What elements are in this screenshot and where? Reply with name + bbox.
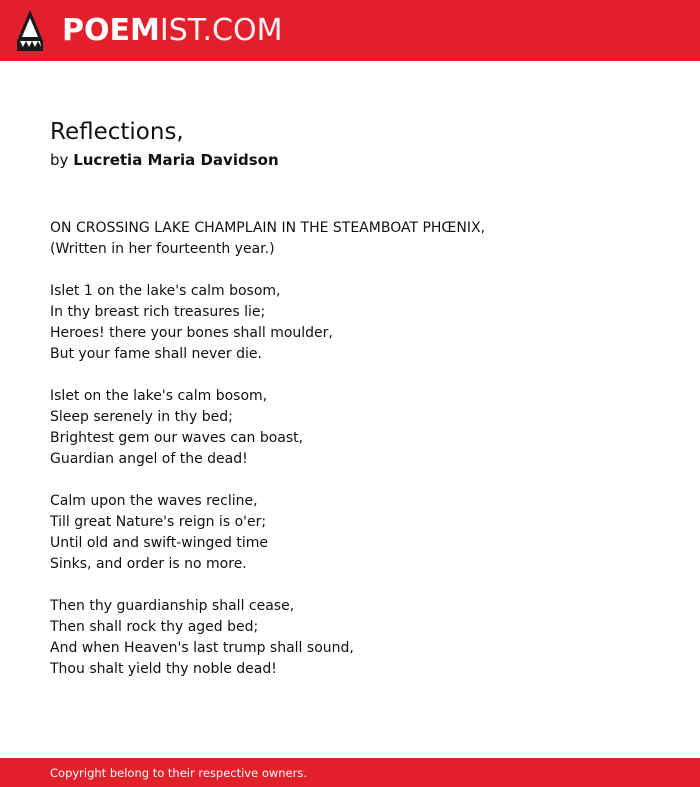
poem-line: Islet 1 on the lake's calm bosom, [50, 283, 281, 299]
poem-line: Heroes! there your bones shall moulder, [50, 325, 333, 341]
poem-line: Then thy guardianship shall cease, [50, 598, 295, 614]
byline [50, 150, 660, 170]
poem-stanza [50, 491, 660, 575]
poem-container [50, 115, 660, 701]
poem-body [50, 218, 660, 680]
poem-line: (Written in her fourteenth year.) [50, 241, 275, 257]
poem-line: In thy breast rich treasures lie; [50, 304, 266, 320]
poem-line: ON CROSSING LAKE CHAMPLAIN IN THE STEAMBOAT PHŒNIX, [50, 220, 486, 236]
poem-stanza [50, 218, 660, 260]
by-label: by [50, 151, 69, 169]
site-logo-text[interactable] [62, 12, 282, 50]
pencil-logo-icon[interactable] [17, 10, 43, 51]
site-footer [0, 758, 700, 787]
poem-stanza [50, 596, 660, 680]
brand-bold-text: POEM [62, 13, 160, 48]
poem-stanza [50, 281, 660, 365]
poem-line: Islet on the lake's calm bosom, [50, 388, 268, 404]
poem-line: Until old and swift-winged time [50, 535, 268, 551]
site-header [0, 0, 700, 61]
poem-line: And when Heaven's last trump shall sound, [50, 640, 354, 656]
poem-title: Reflections, [50, 119, 184, 145]
poem-stanza [50, 386, 660, 470]
poem-line: Till great Nature's reign is o'er; [50, 514, 267, 530]
poem-line: Guardian angel of the dead! [50, 451, 248, 467]
poem-line: Then shall rock thy aged bed; [50, 619, 259, 635]
poem-line: Sinks, and order is no more. [50, 556, 247, 572]
poem-line: Thou shalt yield thy noble dead! [50, 661, 277, 677]
brand-light-text: IST.COM [159, 13, 283, 48]
poem-line: But your fame shall never die. [50, 346, 262, 362]
author-name: Lucretia Maria Davidson [73, 151, 279, 169]
poem-line: Calm upon the waves recline, [50, 493, 258, 509]
poem-line: Sleep serenely in thy bed; [50, 409, 233, 425]
poem-line: Brightest gem our waves can boast, [50, 430, 304, 446]
copyright-text: Copyright belong to their respective owners. [50, 766, 308, 780]
